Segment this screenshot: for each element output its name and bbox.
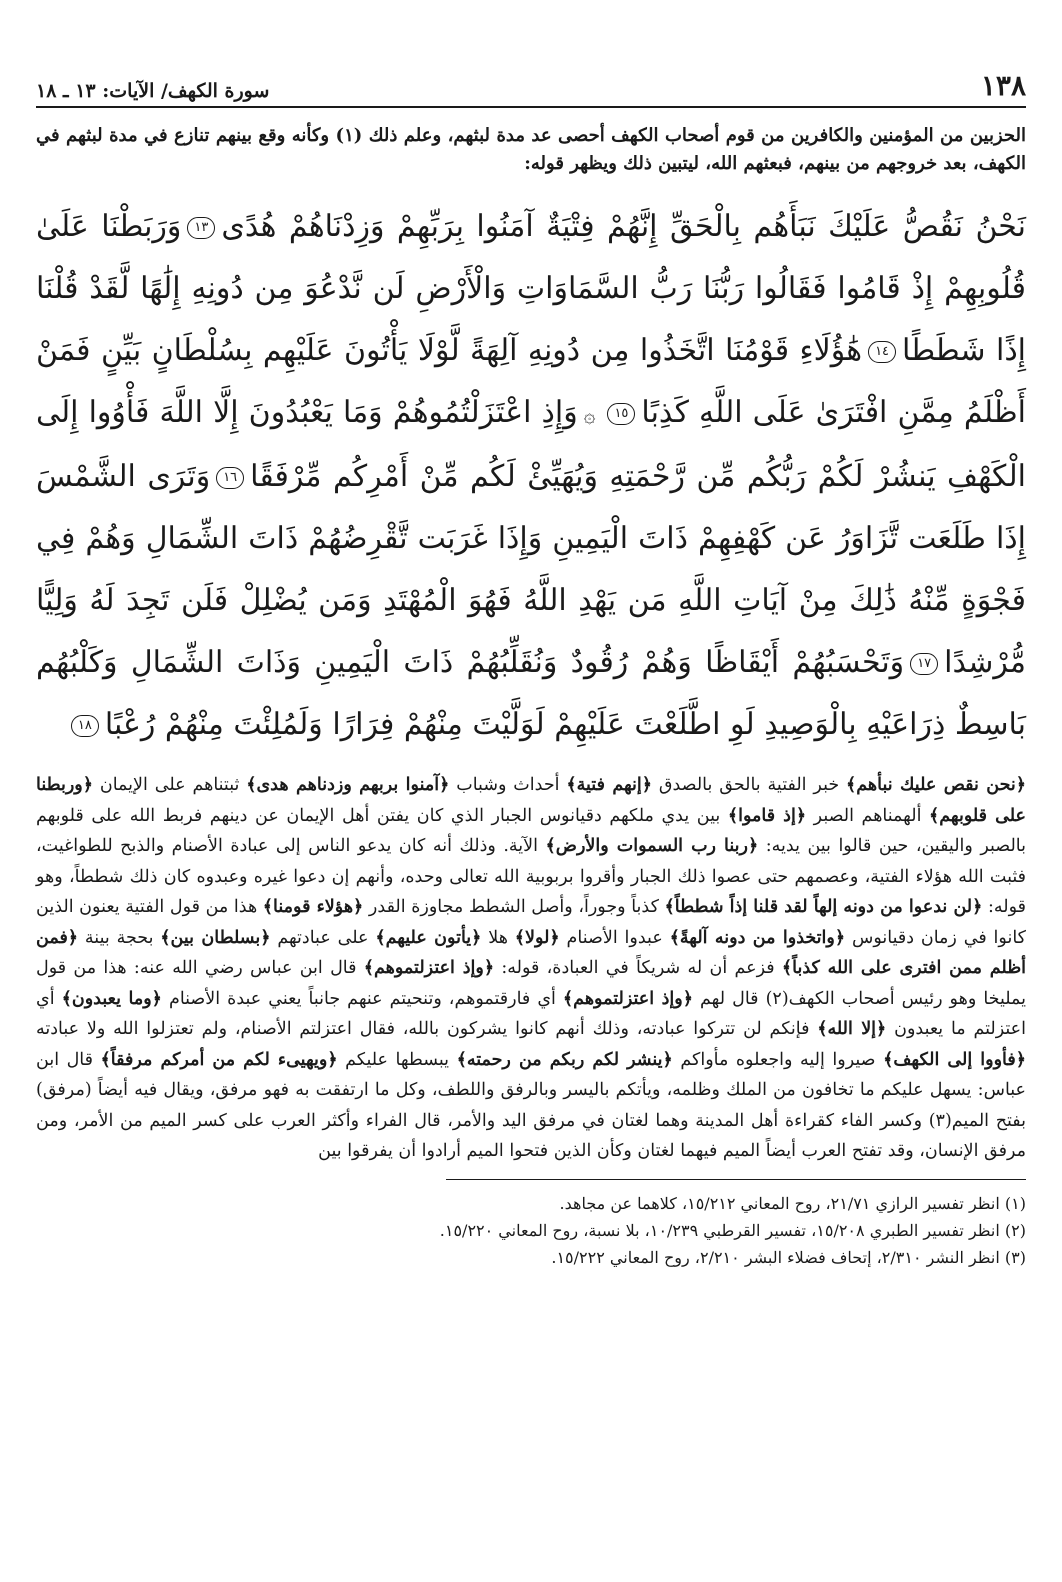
book-page [36,64,1026,1271]
quoted-verse-phrase: ﴿إنهم فتية﴾ [566,775,653,795]
footnotes [36,1190,1026,1271]
hizb-marker-icon: ۞ [583,403,596,427]
commentary-segment: خبر الفتية بالحق بالصدق [652,775,847,795]
page-number: ١٣٨ [980,69,1026,102]
commentary-segment: عبدوا الأصنام [559,927,670,948]
verse-text: وَتَحْسَبُهُمْ أَيْقَاظًا وَهُمْ رُقُودٌ وَنُقَلِّبُهُمْ ذَاتَ الْيَمِينِ وَذَاتَ الشِّمَالِ وَكَلْبُهُم بَاسِطٌ ذِرَاعَيْهِ بِالْوَصِيدِ لَوِ اطَّلَعْتَ عَلَيْهِمْ لَوَلَّيْتَ مِنْهُمْ فِرَارًا وَلَمُلِئْتَ مِنْهُمْ رُعْبًا [36,645,1026,742]
commentary-segment: أي اعتزلتم ما يعبدون [36,988,1026,1039]
quoted-verse-phrase: ﴿وما يعبدون﴾ [61,988,162,1009]
quoted-verse-phrase: ﴿هؤلاء قومنا﴾ [262,897,364,917]
quoted-verse-phrase: ﴿إذ قاموا﴾ [727,805,807,826]
quoted-verse-phrase: ﴿يأتون عليهم﴾ [375,927,482,948]
commentary-segment: فإنكم لن تتركوا عبادته، وذلك أنهم كانوا يشركون بالله، فقال اعتزلتم الأصنام، ولم تعتزلوا الله ولا عبادته [36,1019,818,1039]
verse-number-marker: ١٥ [607,403,635,425]
commentary-segment: هذا من قول الفتية يعنون الذين كانوا في زمان دقيانوس [36,897,1026,948]
commentary-segment: الآية. وذلك أنه كان يدعو الناس إلى عبادة الأصنام والذبح للطواغيت، فثبت الله هؤلاء الفتية، وعصمهم حتى عصوا ذلك الجبار وأقروا بربوبية الله تعالى وحده، وأنهم إن دعوا غيره وعبدوه كان ذلك شططاً، وهو قوله: [36,836,1026,917]
verse-number-marker: ١٨ [71,715,99,737]
verse-text: نَحْنُ نَقُصُّ عَلَيْكَ نَبَأَهُم بِالْحَقِّ إِنَّهُمْ فِتْيَةٌ آمَنُوا بِرَبِّهِمْ وَزِدْنَاهُمْ هُدًى [221,209,1027,244]
commentary-segment: ثبتناهم على الإيمان [93,775,247,795]
commentary-segment: قال ابن عباس رضي الله عنه: هذا من قول يمليخا وهو رئيس أصحاب الكهف(٢) قال لهم [36,958,1027,1009]
commentary-segment: بحجة بينة [78,927,161,948]
commentary-segment: يبسطها عليكم [337,1049,457,1070]
quoted-verse-phrase: ﴿بسلطان بين﴾ [160,927,271,948]
quoted-verse-phrase: ﴿آمنوا بربهم وزدناهم هدى﴾ [246,775,450,795]
commentary-segment: صيروا إليه واجعلوه مأواكم [672,1049,884,1070]
quoted-verse-phrase: ﴿واتخذوا من دونه آلهةً﴾ [669,927,846,948]
quoted-verse-phrase: ﴿ينشر لكم ربكم من رحمته﴾ [456,1049,673,1070]
verse-number-marker: ١٦ [216,467,244,489]
verse-text: وَتَرَى الشَّمْسَ إِذَا طَلَعَت تَّزَاوَرُ عَن كَهْفِهِمْ ذَاتَ الْيَمِينِ وَإِذَا غَرَبَت تَّقْرِضُهُمْ ذَاتَ الشِّمَالِ وَهُمْ فِي فَجْوَةٍ مِّنْهُ ذَٰلِكَ مِنْ آيَاتِ اللَّهِ مَن يَهْدِ اللَّهُ فَهُوَ الْمُهْتَدِ وَمَن يُضْلِلْ فَلَن تَجِدَ لَهُ وَلِيًّا مُّرْشِدًا [36,459,1026,680]
quoted-verse-phrase: ﴿فأووا إلى الكهف﴾ [883,1049,1026,1070]
verse-text: وَرَبَطْنَا عَلَىٰ قُلُوبِهِمْ إِذْ قَامُوا فَقَالُوا رَبُّنَا رَبُّ السَّمَاوَاتِ وَالْأَرْضِ لَن نَّدْعُوَ مِن دُونِهِ إِلَٰهًا لَّقَدْ قُلْنَا إِذًا شَطَطًا [36,209,1027,368]
verse-number-marker: ١٧ [910,653,938,675]
verse-number-marker: ١٣ [187,217,215,239]
quoted-verse-phrase: ﴿لن ندعوا من دونه إلهاً لقد قلنا إذاً شططاً﴾ [664,897,983,917]
quoted-verse-phrase: ﴿وإذ اعتزلتموهم﴾ [562,988,693,1009]
commentary-segment: فزعم أن له شريكاً في العبادة، قوله: [494,958,782,978]
quoted-verse-phrase: ﴿وإذ اعتزلتموهم﴾ [363,958,495,978]
verse-number-marker: ١٤ [868,341,896,363]
quoted-verse-phrase: ﴿فمن أظلم ممن افترى على الله كذباً﴾ [36,927,1026,978]
commentary-segment: كذباً وجوراً، وأصل الشطط مجاوزة القدر [363,897,665,917]
commentary-segment: على عبادتهم [270,927,376,948]
intro-paragraph: الحزبين من المؤمنين والكافرين من قوم أصحاب الكهف أحصى عد مدة لبثهم، وعلم ذلك (١) وكأنه وقع بينهم تنازع في مدة لبثهم في الكهف، بعد خروجهم من بينهم، فبعثهم الله، ليتبين ذلك ويظهر قوله: [36,125,1026,174]
commentary-segment: أي فارقتموهم، وتنحيتم عنهم جانباً يعني عبدة الأصنام [161,988,563,1009]
footnote-item: (٣) انظر النشر ٢/٣١٠، إتحاف فضلاء البشر ٢/٢١٠، روح المعاني ١٥/٢٢٢. [551,1247,1026,1267]
quoted-verse-phrase: ﴿نحن نقص عليك نبأهم﴾ [846,775,1027,795]
quoted-verse-phrase: ﴿لولا﴾ [514,927,560,948]
commentary-segment: ألهمناهم الصبر [806,805,930,826]
running-title: سورة الكهف/ الآيات: ١٣ ـ ١٨ [36,80,270,102]
verse-text: وَإِذِ اعْتَزَلْتُمُوهُمْ وَمَا يَعْبُدُونَ إِلَّا اللَّهَ فَأْوُوا إِلَى الْكَهْفِ يَنشُرْ لَكُمْ رَبُّكُم مِّن رَّحْمَتِهِ وَيُهَيِّئْ لَكُم مِّنْ أَمْرِكُم مِّرْفَقًا [36,395,1026,494]
commentary-segment: أحداث وشباب [449,775,567,795]
commentary-segment: هلا [481,927,515,948]
footnote-divider [446,1179,1026,1180]
page-header [36,64,1026,108]
quoted-verse-phrase: ﴿وربطنا على قلوبهم﴾ [36,775,1026,826]
footnote-item: (٢) انظر تفسير الطبري ١٥/٢٠٨، تفسير القرطبي ١٠/٢٣٩، بلا نسبة، روح المعاني ١٥/٢٢٠. [439,1220,1026,1240]
verse-text: هَٰؤُلَاءِ قَوْمُنَا اتَّخَذُوا مِن دُونِهِ آلِهَةً لَّوْلَا يَأْتُونَ عَلَيْهِم بِسُلْطَانٍ بَيِّنٍ فَمَنْ أَظْلَمُ مِمَّنِ افْتَرَىٰ عَلَى اللَّهِ كَذِبًا [36,333,1026,430]
quran-verses [36,196,1026,756]
commentary-text [36,770,1026,1167]
commentary-segment: قال ابن عباس: يسهل عليكم ما تخافون من الملك وظلمه، ويأتكم باليسر وبالرفق واللطف، وكل ما ارتفقت به فهو مرفق، ويقال فيه أيضاً (مرفق) بفتح الميم(٣) وكسر الفاء كقراءة أهل المدينة وهما لغتان في مرفق اليد والأمر، قال الفراء وأكثر العرب على كسر الميم من الأمر، ومن مرفق الإنسان، وقد تفتح العرب أيضاً الميم فيهما لغتان وكأن الذين فتحوا الميم أرادوا أن يفرقوا بين [36,1049,1026,1161]
quoted-verse-phrase: ﴿ويهيىء لكم من أمركم مرفقاً﴾ [100,1049,338,1070]
quoted-verse-phrase: ﴿إلا الله﴾ [817,1019,887,1039]
commentary-segment: بين يدي ملكهم دقيانوس الجبار الذي كان يفتن أهل الإيمان عن دينهم فربط الله على قلوبهم بالصبر واليقين، حين قالوا بين يديه: [36,805,1026,856]
footnote-item: (١) انظر تفسير الرازي ٢١/٧١، روح المعاني ١٥/٢١٢، كلاهما عن مجاهد. [559,1193,1026,1213]
quoted-verse-phrase: ﴿ربنا رب السموات والأرض﴾ [545,836,759,856]
